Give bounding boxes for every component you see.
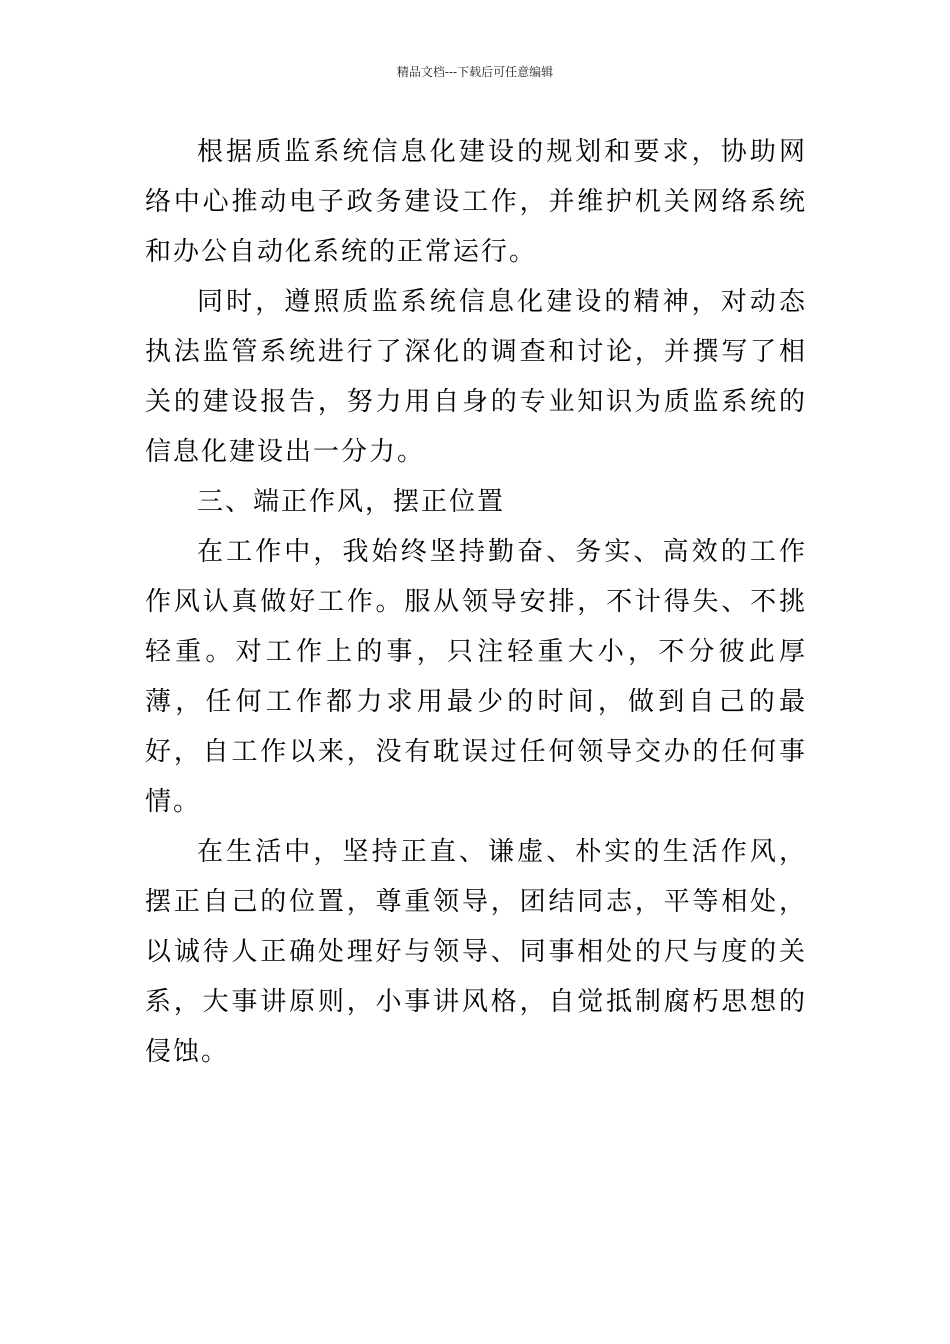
section-heading-work-style: 三、端正作风，摆正位置 — [197, 487, 506, 517]
paragraph-supervision-system: 同时，遵照质监系统信息化建设的精神，对动态执法监管系统进行了深化的调查和讨论，并撰写了相关的建设报告，努力用自身的专业知识为质监系统的信息化建设出一分力。 — [145, 287, 807, 467]
paragraph-life-attitude: 在生活中，坚持正直、谦虚、朴实的生活作风，摆正自己的位置，尊重领导，团结同志，平等相处，以诚待人正确处理好与领导、同事相处的尺与度的关系，大事讲原则，小事讲风格，自觉抵制腐朽思想的侵蚀。 — [145, 837, 807, 1067]
page-header: 精品文档---下载后可任意编辑 — [396, 65, 554, 79]
paragraph-informatization: 根据质监系统信息化建设的规划和要求，协助网络中心推动电子政务建设工作，并维护机关网络系统和办公自动化系统的正常运行。 — [145, 137, 807, 267]
document-body — [145, 127, 807, 1077]
paragraph-work-attitude: 在工作中，我始终坚持勤奋、务实、高效的工作作风认真做好工作。服从领导安排，不计得失、不挑轻重。对工作上的事，只注轻重大小，不分彼此厚薄，任何工作都力求用最少的时间，做到自己的最好，自工作以来，没有耽误过任何领导交办的任何事情。 — [145, 537, 807, 817]
